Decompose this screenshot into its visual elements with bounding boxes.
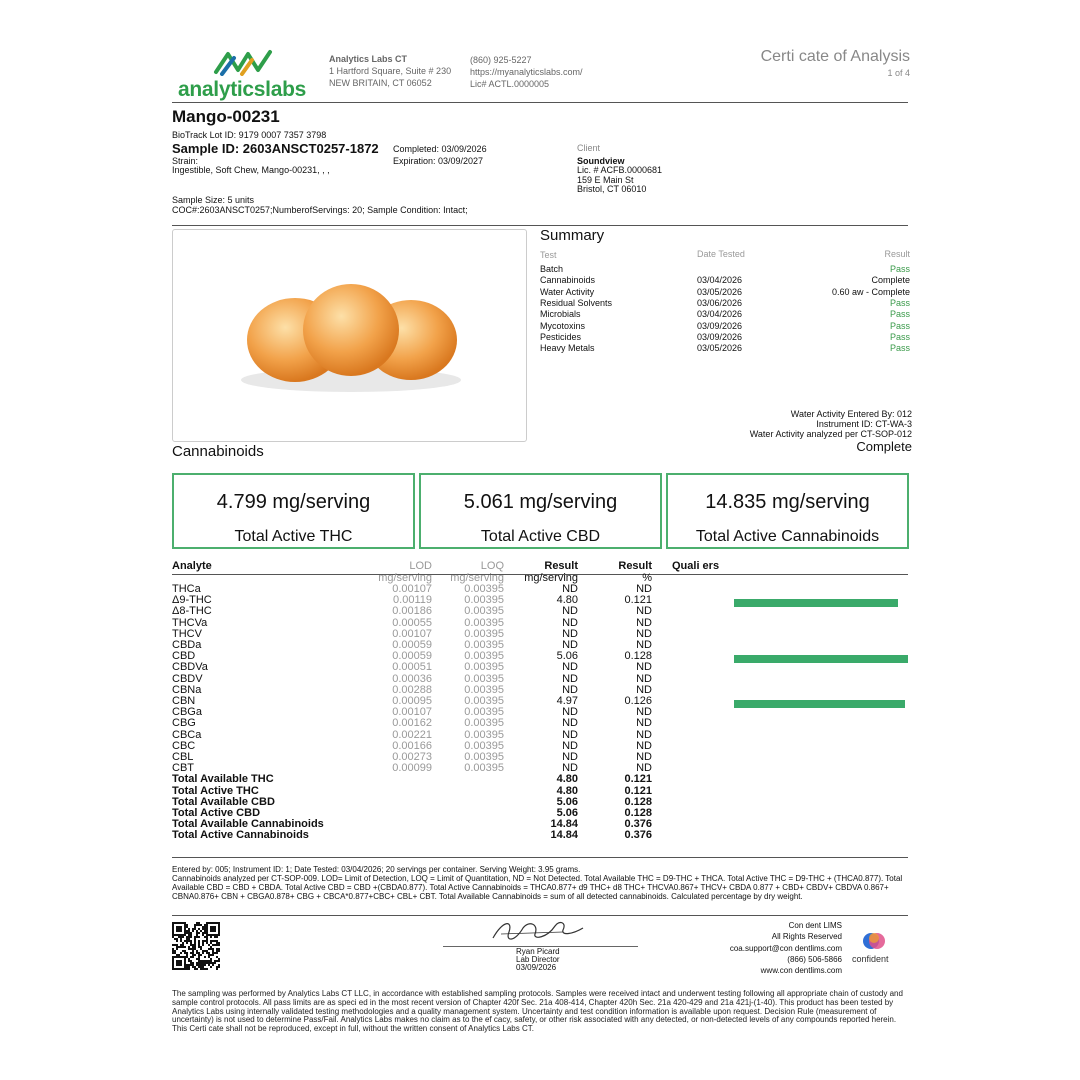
analyte-lod: 0.00107 (392, 706, 432, 719)
total-result: 5.06 (556, 807, 578, 819)
document-title: Certi cate of Analysis (760, 48, 910, 65)
analyte-lod: 0.00036 (392, 672, 432, 685)
analyte-lod: 0.00051 (392, 661, 432, 674)
analyte-loq: 0.00395 (464, 717, 504, 730)
analyte-percent: ND (636, 739, 652, 752)
lod-unit: mg/serving (378, 572, 432, 584)
analyte-loq: 0.00395 (464, 728, 504, 741)
analyte-lod: 0.00273 (392, 751, 432, 763)
analyte-name: CBD (172, 650, 196, 663)
total-name: Total Available Cannabinoids (172, 818, 324, 831)
analyte-name: CBNa (172, 683, 202, 696)
analyte-row (172, 718, 912, 729)
lod-header: LOD (409, 560, 432, 572)
signature-block (443, 918, 638, 978)
notes (172, 865, 920, 901)
analyte-lod: 0.00162 (392, 717, 432, 730)
total-result: 14.84 (550, 829, 578, 842)
analyte-loq: 0.00395 (464, 605, 504, 618)
lab-license: Lic# ACTL.0000005 (470, 79, 550, 89)
total-row (172, 830, 912, 841)
sample-id: Sample ID: 2603ANSCT0257-1872 (172, 141, 379, 156)
analyte-result: ND (562, 728, 578, 741)
analyte-percent: ND (636, 605, 652, 618)
analyte-result: 4.80 (556, 594, 578, 607)
summary-date: 03/09/2026 (697, 331, 743, 342)
summary-title: Summary (540, 227, 605, 244)
client-name: Soundview (577, 155, 625, 166)
summary-header-result: Result (884, 249, 910, 259)
loq-unit: mg/serving (450, 572, 504, 584)
qr-code-icon (172, 922, 220, 970)
summary-row (540, 264, 910, 275)
notes-line-2: Cannabinoids analyzed per CT-SOP-009. LOD= Limit of Detection, LOQ = Limit of Quantitation, ND = Not Detected. Total Available THC = D9-THC + THCA. Total Active THC = D9-THC + (THCA0.877). Total Available CBD = CBD + CBDA. Total Active CBD = CBD +(CBDA0.877). Total Active Cannabinoids = THCA0.877+ d9 THC+ d8 THC+ THCVA0.867+ THCV+ CBDA 0.877 + CBD+ CBDV+ CBDVA 0.867+ CBNA0.876+ CBN + CBGA0.878+ CBG + CBCA*0.877+CBC+ CBL+ CBT. Total Available Cannabinoids = sum of all detected cannabinoids. Calculated percentage by dry weight. (172, 874, 903, 901)
summary-test: Mycotoxins (540, 320, 586, 331)
analyte-row (172, 584, 912, 595)
summary-header-test: Test (540, 250, 557, 260)
analyte-row (172, 685, 912, 696)
analyte-percent: ND (636, 583, 652, 595)
lims-rights: All Rights Reserved (771, 932, 842, 942)
product-photo (172, 229, 527, 442)
lims-web[interactable]: www.con dentlims.com (760, 966, 842, 976)
lab-address-1: 1 Hartford Square, Suite # 230 (329, 66, 452, 76)
summary-row (540, 287, 910, 298)
total-cannabinoids-box (666, 473, 909, 549)
total-thc-box (172, 473, 415, 549)
summary-row (540, 309, 910, 320)
analyte-loq: 0.00395 (464, 627, 504, 640)
analyte-name: Δ8-THC (172, 605, 212, 618)
summary-test: Water Activity (540, 286, 595, 297)
analyte-name: CBCa (172, 728, 202, 741)
summary-result: Pass (889, 343, 910, 354)
analyte-lod: 0.00055 (392, 616, 432, 629)
summary-test: Cannabinoids (540, 275, 596, 286)
lab-logo (178, 48, 313, 106)
analyte-row (172, 640, 912, 651)
client-label: Client (577, 143, 601, 153)
lab-phone: (860) 925-5227 (470, 55, 532, 65)
analyte-lod: 0.00288 (392, 683, 432, 696)
total-cbd-value: 5.061 mg/serving (463, 491, 618, 513)
summary-result: Pass (889, 331, 910, 342)
analyte-percent: ND (636, 627, 652, 640)
analyte-loq: 0.00395 (464, 616, 504, 629)
wa-instrument: Instrument ID: CT-WA-3 (816, 419, 912, 429)
analyte-level-bar (734, 599, 898, 607)
qr-code[interactable] (172, 922, 220, 970)
analyte-percent: ND (636, 672, 652, 685)
total-name: Total Active CBD (172, 807, 261, 819)
analyte-row (172, 730, 912, 741)
analyte-name: THCa (172, 583, 201, 595)
logo-text: analyticslabs (178, 78, 307, 101)
summary-test: Residual Solvents (540, 297, 613, 308)
analyte-result: ND (562, 717, 578, 730)
signature-date: 03/09/2026 (516, 963, 557, 972)
analyte-percent: ND (636, 728, 652, 741)
lab-info (329, 53, 451, 89)
analyte-name: THCV (172, 627, 202, 640)
gummy-image (173, 230, 527, 442)
analyte-loq: 0.00395 (464, 650, 504, 663)
analyte-result: ND (562, 583, 578, 595)
client-address-2: Bristol, CT 06010 (577, 184, 647, 194)
total-row (172, 797, 912, 808)
analyte-row (172, 618, 912, 629)
analyte-lod: 0.00186 (392, 605, 432, 618)
analyte-name: CBGa (172, 706, 202, 719)
analyte-result: ND (562, 762, 578, 775)
summary-row (540, 332, 910, 343)
wa-analyzed: Water Activity analyzed per CT-SOP-012 (749, 429, 912, 439)
coc-info: COC#:2603ANSCT0257;NumberofServings: 20; Sample Condition: Intact; (172, 205, 468, 215)
total-name: Total Available CBD (172, 795, 275, 808)
client-license: Lic. # ACFB.0000681 (577, 165, 663, 175)
analyte-row (172, 763, 912, 774)
analyte-result: 5.06 (556, 650, 578, 663)
analyte-lod: 0.00099 (392, 762, 432, 775)
total-name: Total Active THC (172, 784, 259, 797)
analyte-header: Analyte (172, 560, 212, 572)
analyte-name: CBL (172, 751, 194, 763)
biotrack-id: BioTrack Lot ID: 9179 0007 7357 3798 (172, 130, 327, 140)
analyte-loq: 0.00395 (464, 739, 504, 752)
analyte-loq: 0.00395 (464, 683, 504, 696)
sample-size: Sample Size: 5 units (172, 195, 255, 205)
qualifiers-header: Quali ers (672, 560, 720, 572)
confident-logo-text: confident (852, 954, 889, 964)
strain-label: Strain: (172, 156, 199, 166)
analyte-lod: 0.00221 (392, 728, 432, 741)
analyte-lod: 0.00119 (393, 594, 432, 607)
analyte-percent: ND (636, 706, 652, 719)
analyte-percent: ND (636, 661, 652, 674)
analyte-row (172, 752, 912, 763)
total-percent: 0.376 (624, 829, 652, 842)
analyte-row (172, 606, 912, 617)
analyte-header-row (172, 561, 912, 572)
lims-email[interactable]: coa.support@con dentlims.com (729, 943, 842, 953)
analyte-level-bar (734, 700, 905, 708)
summary-date: 03/06/2026 (697, 297, 743, 308)
footer-divider (172, 915, 908, 916)
summary-result: Pass (889, 309, 910, 320)
analyte-percent: ND (636, 639, 652, 651)
product-divider (172, 225, 908, 226)
total-result: 4.80 (556, 784, 578, 797)
summary-row (540, 343, 910, 354)
total-result: 5.06 (556, 795, 578, 808)
total-cbd-box (419, 473, 662, 549)
signer-title: Lab Director (516, 955, 560, 964)
result-unit: mg/serving (524, 572, 578, 584)
analyte-name: CBN (172, 695, 196, 707)
analyte-name: CBDVa (172, 661, 208, 674)
analyte-name: Δ9-THC (172, 594, 212, 607)
summary-test: Microbials (540, 309, 581, 320)
analyte-percent: ND (636, 751, 652, 763)
strain-value: Ingestible, Soft Chew, Mango-00231, , , (172, 165, 330, 175)
analyte-lod: 0.00059 (392, 639, 432, 651)
analyte-name: CBDa (172, 639, 202, 651)
summary-row (540, 298, 910, 309)
summary-test: Heavy Metals (540, 343, 595, 354)
result-pct-unit: % (642, 572, 652, 584)
expiration-date: Expiration: 03/09/2027 (393, 156, 484, 166)
analyte-percent: 0.121 (624, 594, 652, 607)
summary-date: 03/05/2026 (697, 286, 743, 297)
analyte-name: CBG (172, 717, 196, 730)
summary-result: Pass (889, 320, 910, 331)
analyte-loq: 0.00395 (464, 594, 504, 607)
analyte-lod: 0.00095 (392, 695, 432, 707)
total-percent: 0.376 (624, 818, 652, 831)
analyte-lod: 0.00059 (392, 650, 432, 663)
analyte-lod: 0.00107 (392, 583, 432, 595)
total-row (172, 786, 912, 797)
product-name: Mango-00231 (172, 107, 280, 126)
total-percent: 0.121 (624, 773, 652, 786)
analyte-result: ND (562, 706, 578, 719)
client-address-1: 159 E Main St (577, 174, 634, 185)
total-name: Total Available THC (172, 773, 274, 786)
summary-result: 0.60 aw - Complete (831, 286, 910, 297)
analyte-loq: 0.00395 (464, 672, 504, 685)
analyte-result: 4.97 (556, 695, 578, 707)
logo-mark-icon (212, 48, 276, 76)
cannabinoids-title: Cannabinoids (172, 443, 264, 460)
analyte-percent: 0.128 (624, 650, 652, 663)
analyte-percent: 0.126 (624, 695, 652, 707)
summary-row (540, 321, 910, 332)
lab-url[interactable]: https://myanalyticslabs.com/ (470, 67, 583, 77)
total-name: Total Active Cannabinoids (172, 829, 309, 842)
signature-icon (443, 918, 638, 948)
analyte-loq: 0.00395 (464, 751, 504, 763)
analyte-result: ND (562, 672, 578, 685)
analyte-loq: 0.00395 (464, 639, 504, 651)
lims-phone: (866) 506-5866 (787, 954, 842, 964)
analyte-row (172, 674, 912, 685)
analyte-row (172, 662, 912, 673)
analyte-name: CBT (172, 762, 194, 775)
analyte-result: ND (562, 683, 578, 696)
lims-info (730, 920, 842, 976)
total-row (172, 774, 912, 785)
confident-logo (852, 930, 902, 966)
analyte-loq: 0.00395 (464, 762, 504, 775)
signer-name: Ryan Picard (516, 947, 560, 956)
units-row (172, 573, 912, 584)
summary-result: Pass (889, 297, 910, 308)
total-cannabinoids-label: Total Active Cannabinoids (695, 528, 880, 545)
analyte-percent: ND (636, 683, 652, 696)
summary-header-date: Date Tested (697, 249, 745, 259)
analyte-result: ND (562, 661, 578, 674)
total-result: 4.80 (556, 773, 578, 786)
analyte-lod: 0.00166 (392, 739, 432, 752)
analyte-name: CBDV (172, 672, 203, 685)
notes-line-1: Entered by: 005; Instrument ID: 1; Date Tested: 03/04/2026; 20 servings per container. Serving Weight: 3.95 grams. (172, 865, 581, 874)
confident-logo-icon (862, 930, 886, 952)
analyte-loq: 0.00395 (464, 706, 504, 719)
lab-contact (470, 54, 583, 90)
summary-date: 03/04/2026 (697, 275, 743, 286)
analyte-percent: ND (636, 762, 652, 775)
summary-date: 03/04/2026 (697, 309, 743, 320)
analyte-loq: 0.00395 (464, 583, 504, 595)
wa-entered-by: Water Activity Entered By: 012 (790, 409, 912, 419)
analyte-row (172, 707, 912, 718)
total-percent: 0.121 (624, 784, 652, 797)
notes-divider (172, 857, 908, 858)
analyte-result: ND (562, 739, 578, 752)
header-divider (172, 102, 908, 103)
total-thc-label: Total Active THC (234, 528, 353, 545)
total-cbd-label: Total Active CBD (480, 528, 601, 545)
result-pct-header: Result (618, 560, 652, 572)
water-activity-info (750, 409, 912, 452)
total-percent: 0.128 (624, 795, 652, 808)
summary-row (540, 275, 910, 286)
analyte-loq: 0.00395 (464, 661, 504, 674)
total-result: 14.84 (550, 818, 578, 831)
analyte-row (172, 629, 912, 640)
disclaimer: The sampling was performed by Analytics Labs CT LLC, in accordance with established sampling protocols. Samples were received intact and underwent testing following all appropriate chain of custody and sample control protocols. All pass limits are as speci ed in the most recent version of Chapter 420f Sec. 21a 408-414, Chapter 420h Sec. 21a 420-429 and 21a 421j-(1-40). This product has been tested by Analytics Labs using internally validated testing methodologies and a quality management system. Uncertainty and test condition information is available upon request. Decision Rule (measurement of uncertainty) is not used to determine Pass/Fail. Analytics Labs makes no claim as to the ef cacy, safety, or other risk associated with any detected, or non-detected levels of any compounds reported herein. This Certi cate shall not be reproduced, except in full, without the written consent of Analytics Labs CT. (172, 989, 903, 1034)
analyte-result: ND (562, 639, 578, 651)
lab-name: Analytics Labs CT (329, 54, 408, 64)
analyte-percent: ND (636, 616, 652, 629)
summary-date: 03/05/2026 (697, 343, 743, 354)
analyte-loq: 0.00395 (464, 695, 504, 707)
analyte-result: ND (562, 605, 578, 618)
summary-test: Batch (540, 264, 564, 274)
analyte-result: ND (562, 751, 578, 763)
total-thc-value: 4.799 mg/serving (216, 491, 371, 513)
total-cannabinoids-value: 14.835 mg/serving (705, 491, 870, 513)
summary-date: 03/09/2026 (697, 320, 743, 331)
completed-date: Completed: 03/09/2026 (393, 144, 487, 154)
analyte-result: ND (562, 616, 578, 629)
analyte-percent: ND (636, 717, 652, 730)
lab-address-2: NEW BRITAIN, CT 06052 (329, 78, 432, 88)
wa-status: Complete (856, 439, 912, 454)
total-percent: 0.128 (624, 807, 652, 819)
client-block (577, 144, 662, 195)
lims-name: Con dent LIMS (788, 921, 842, 930)
summary-test: Pesticides (540, 331, 582, 342)
summary-result: Complete (871, 275, 910, 286)
analyte-name: CBC (172, 739, 196, 752)
page-number: 1 of 4 (887, 68, 910, 78)
summary-result: Pass (889, 264, 910, 274)
analyte-level-bar (734, 655, 908, 663)
analyte-row (172, 741, 912, 752)
analyte-result: ND (562, 627, 578, 640)
loq-header: LOQ (480, 560, 504, 572)
analyte-name: THCVa (172, 616, 208, 629)
analyte-lod: 0.00107 (392, 627, 432, 640)
result-header: Result (544, 560, 578, 572)
